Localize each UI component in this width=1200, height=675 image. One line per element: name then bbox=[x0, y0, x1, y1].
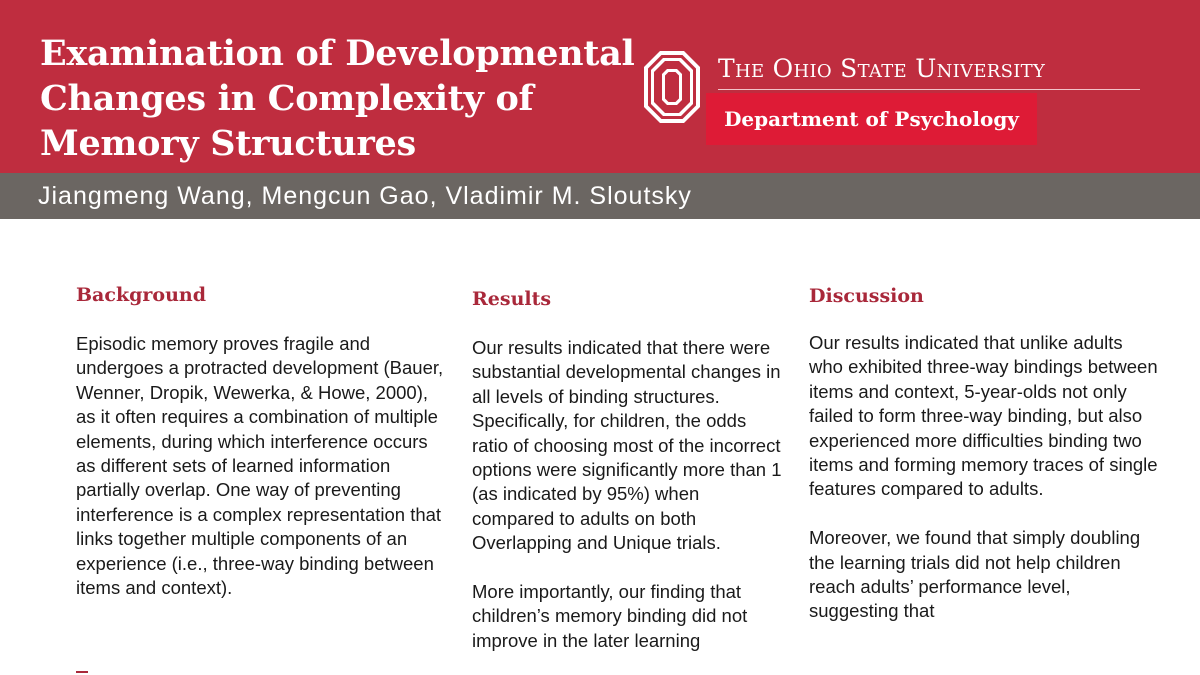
department-badge: Department of Psychology bbox=[706, 93, 1037, 145]
background-heading: Background bbox=[76, 284, 206, 306]
ohio-state-block-o-logo-icon bbox=[643, 50, 701, 124]
header-banner bbox=[0, 0, 1200, 173]
results-paragraph-1: Our results indicated that there were substantial developmental changes in all levels of binding structures. Specifically, for children, the odds ratio of choosing most of the incorrect options were significantly more than 1 (as indicated by 95%) when compared to adults on both Overlapping and Unique trials. bbox=[472, 337, 782, 554]
poster-title: Examination of Developmental Changes in Complexity of Memory Structures bbox=[40, 33, 635, 164]
discussion-heading: Discussion bbox=[809, 285, 924, 307]
background-text: Episodic memory proves fragile and undergoes a protracted development (Bauer, Wenner, Dropik, Wewerka, & Howe, 2000), as it often requires a combination of multiple elements, during which interference occurs as different sets of learned information partially overlap. One way of preventing interference is a complex representation that links together multiple components of an experience (i.e., three-way binding between items and context). bbox=[76, 333, 444, 599]
discussion-section bbox=[809, 283, 1159, 624]
authors-bar bbox=[0, 173, 1200, 219]
background-section bbox=[76, 282, 448, 600]
university-name: The Ohio State University bbox=[718, 52, 1140, 90]
results-heading: Results bbox=[472, 288, 552, 310]
author-list: Jiangmeng Wang, Mengcun Gao, Vladimir M. Sloutsky bbox=[38, 182, 692, 210]
results-paragraph-2: More importantly, our finding that children’s memory binding did not improve in the later learning bbox=[472, 581, 748, 651]
next-section-heading-fragment bbox=[76, 671, 88, 673]
results-section bbox=[472, 286, 784, 653]
discussion-paragraph-1: Our results indicated that unlike adults who exhibited three-way bindings between items and context, 5-year-olds not only failed to form three-way binding, but also experienced more difficulties binding two items and forming memory traces of single features compared to adults. bbox=[809, 332, 1158, 500]
discussion-paragraph-2: Moreover, we found that simply doubling the learning trials did not help children reach adults’ performance level, suggesting that bbox=[809, 527, 1141, 622]
